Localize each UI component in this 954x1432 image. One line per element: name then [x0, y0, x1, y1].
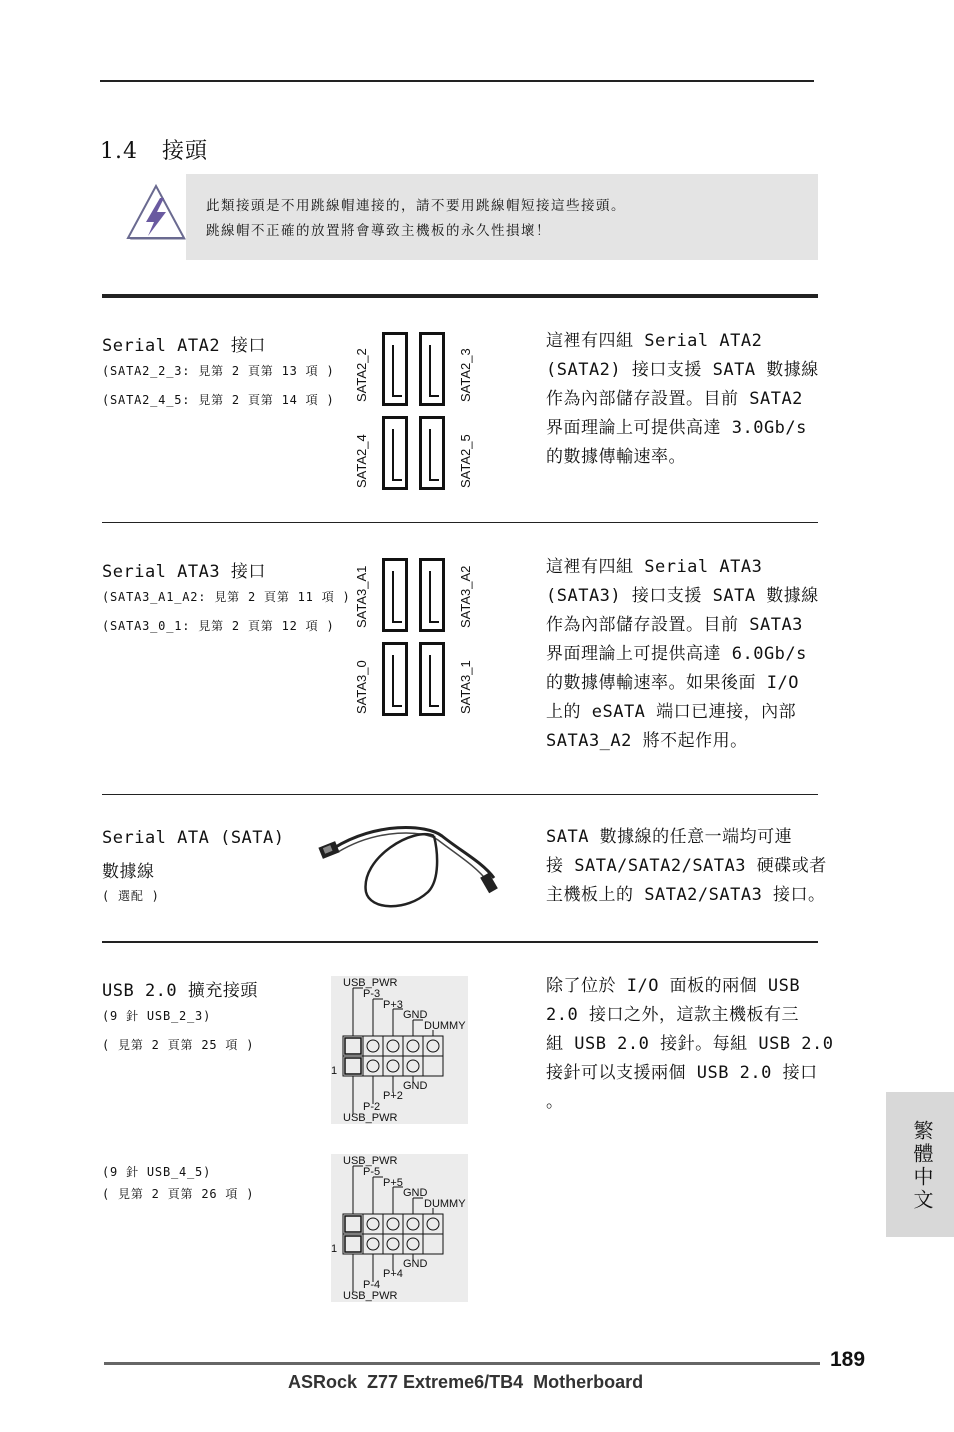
sata3-label-a2: SATA3_A2 [458, 565, 473, 628]
sata3-label-1: SATA3_1 [458, 660, 473, 714]
usb-desc-line: 接針可以支援兩個 USB 2.0 接口 [546, 1063, 818, 1083]
cable-ref: ( 選配 ) [102, 889, 160, 903]
sata2-label-2: SATA2_2 [354, 348, 369, 402]
usb2-pin-grid [331, 1154, 468, 1302]
caution-icon [124, 184, 188, 244]
sata3-desc-line: 這裡有四組 Serial ATA3 [546, 557, 763, 577]
usb1-label-pin1: 1 [331, 1065, 338, 1077]
usb-desc-line: 。 [546, 1092, 564, 1112]
sata2-label-3: SATA2_3 [458, 348, 473, 402]
sata3-port-a2 [419, 558, 445, 632]
sata2-ref-1: (SATA2_2_3: 見第 2 頁第 13 項 ) [102, 364, 335, 378]
sata3-desc-line: 上的 eSATA 端口已連接，內部 [546, 702, 797, 722]
sata3-desc-line: SATA3_A2 將不起作用。 [546, 731, 748, 751]
usb-ref-1: (9 針 USB_2_3) [102, 1009, 212, 1023]
usb-ref-4: ( 見第 2 頁第 26 項 ) [102, 1187, 255, 1201]
sata3-label-0: SATA3_0 [354, 660, 369, 714]
sata3-port-0 [382, 642, 408, 716]
sata2-label-4: SATA2_4 [354, 434, 369, 488]
usb-ref-3: (9 針 USB_4_5) [102, 1165, 212, 1179]
sata3-title: Serial ATA3 接口 [102, 562, 266, 582]
sata-cable-image [316, 822, 506, 914]
top-rule [100, 80, 814, 82]
usb1-label-p-minus-b: P-2 [363, 1101, 381, 1113]
section-heading [100, 134, 232, 165]
cable-desc-line: 接 SATA/SATA2/SATA3 硬碟或者 [546, 856, 827, 876]
cable-desc-line: 主機板上的 SATA2/SATA3 接口。 [546, 885, 826, 905]
section-divider [102, 941, 818, 943]
sata2-desc-line: 界面理論上可提供高達 3.0Gb/s [546, 418, 807, 438]
usb-desc-line: 2.0 接口之外，這款主機板有三 [546, 1005, 799, 1025]
usb1-label-gnd: GND [403, 1009, 428, 1021]
usb-header-diagram-2 [331, 1154, 468, 1302]
usb1-label-usb-pwr: USB_PWR [343, 977, 398, 989]
section-divider-thick [102, 294, 818, 298]
usb2-label-dummy: DUMMY [424, 1198, 466, 1210]
usb1-label-dummy: DUMMY [424, 1020, 466, 1032]
section-divider [102, 794, 818, 795]
sata2-label-5: SATA2_5 [458, 434, 473, 488]
usb2-label-gnd-b: GND [403, 1258, 428, 1270]
cable-description [546, 823, 827, 910]
cable-desc-line: SATA 數據線的任意一端均可連 [546, 827, 793, 847]
usb2-label-pin1: 1 [331, 1243, 338, 1255]
sata2-desc-line: 這裡有四組 Serial ATA2 [546, 331, 763, 351]
usb1-label-gnd-b: GND [403, 1080, 428, 1092]
section-title: 接頭 [162, 139, 209, 164]
cable-title: Serial ATA (SATA) [102, 828, 285, 848]
sata3-label-a1: SATA3_A1 [354, 565, 369, 628]
sata3-description [546, 553, 819, 756]
usb-header-diagram-1 [331, 976, 468, 1124]
usb1-label-p-minus: P-3 [363, 988, 381, 1000]
footer-rule [104, 1362, 820, 1365]
footer-title: ASRock Z77 Extreme6/TB4 Motherboard [288, 1372, 644, 1392]
section-divider [102, 522, 818, 523]
sata2-port-5 [419, 416, 445, 490]
usb1-label-p-plus-b: P+2 [383, 1090, 403, 1102]
usb2-label-p-minus-b: P-4 [363, 1279, 381, 1291]
caution-line-1: 此類接頭是不用跳線帽連接的，請不要用跳線帽短接這些接頭。 [206, 198, 626, 214]
sata2-port-4 [382, 416, 408, 490]
usb-desc-line: 組 USB 2.0 接針。每組 USB 2.0 [546, 1034, 834, 1054]
section-number: 1.4 [100, 139, 138, 164]
sata3-ref-2: (SATA3_0_1: 見第 2 頁第 12 項 ) [102, 619, 335, 633]
sata2-desc-line: 作為內部儲存設置。目前 SATA2 [546, 389, 803, 409]
sata2-connector-diagram [350, 330, 480, 492]
sata3-port-1 [419, 642, 445, 716]
sata2-desc-line: (SATA2) 接口支援 SATA 數據線 [546, 360, 819, 380]
usb1-pin-grid [331, 976, 468, 1124]
usb-description [546, 972, 834, 1117]
usb2-label-p-plus-b: P+4 [383, 1268, 403, 1280]
usb1-label-p-plus: P+3 [383, 999, 403, 1011]
language-side-tab [886, 1092, 954, 1237]
usb2-label-usb-pwr-b: USB_PWR [343, 1290, 398, 1302]
sata2-description [546, 327, 819, 472]
language-tab-label: 繁體中文 [910, 1120, 934, 1212]
usb2-label-gnd: GND [403, 1187, 428, 1199]
caution-box [186, 174, 818, 260]
usb-title: USB 2.0 擴充接頭 [102, 981, 258, 1001]
sata3-ref-1: (SATA3_A1_A2: 見第 2 頁第 11 項 ) [102, 590, 351, 604]
sata3-desc-line: 界面理論上可提供高達 6.0Gb/s [546, 644, 807, 664]
sata3-desc-line: (SATA3) 接口支援 SATA 數據線 [546, 586, 819, 606]
usb-ref-2: ( 見第 2 頁第 25 項 ) [102, 1038, 255, 1052]
sata2-port-3 [419, 332, 445, 406]
usb1-label-usb-pwr-b: USB_PWR [343, 1112, 398, 1124]
sata2-title: Serial ATA2 接口 [102, 336, 266, 356]
sata2-desc-line: 的數據傳輸速率。 [546, 447, 686, 467]
sata3-desc-line: 的數據傳輸速率。如果後面 I/O [546, 673, 799, 693]
cable-title-2: 數據線 [102, 862, 155, 882]
usb2-label-usb-pwr: USB_PWR [343, 1155, 398, 1167]
usb2-label-p-minus: P-5 [363, 1166, 381, 1178]
page-number: 189 [830, 1348, 866, 1371]
sata3-port-a1 [382, 558, 408, 632]
usb-desc-line: 除了位於 I/O 面板的兩個 USB [546, 976, 801, 996]
sata3-desc-line: 作為內部儲存設置。目前 SATA3 [546, 615, 803, 635]
usb2-label-p-plus: P+5 [383, 1177, 403, 1189]
sata2-ref-2: (SATA2_4_5: 見第 2 頁第 14 項 ) [102, 393, 335, 407]
sata2-port-2 [382, 332, 408, 406]
caution-line-2: 跳線帽不正確的放置將會導致主機板的永久性損壞！ [206, 223, 551, 239]
sata3-connector-diagram [350, 556, 480, 718]
